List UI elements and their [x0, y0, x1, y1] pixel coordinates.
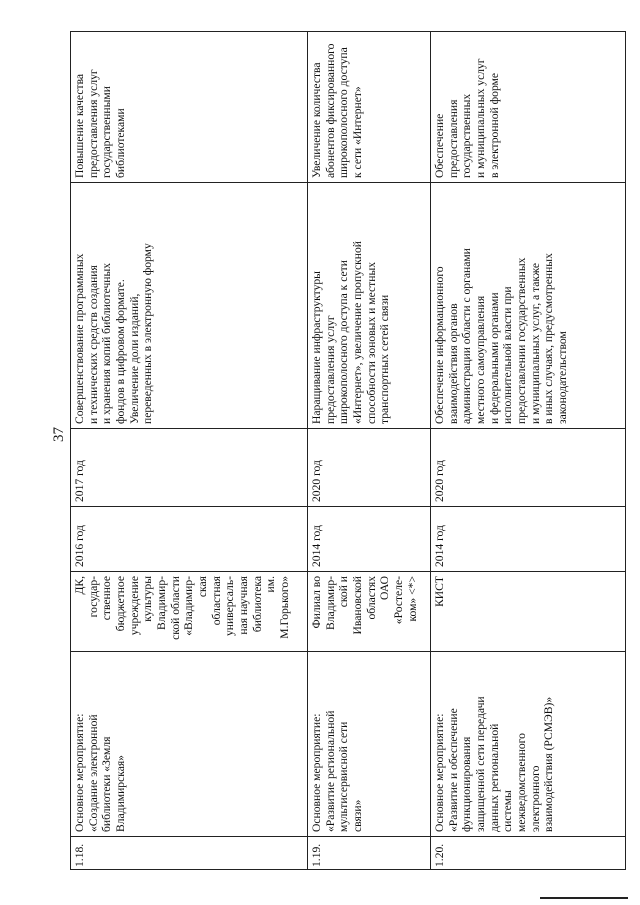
- row-number: 1.18.: [71, 837, 308, 870]
- end-year-cell: 2020 год: [308, 429, 431, 507]
- activity-cell: Основное мероприятие: «Создание электронной библиотеки «Земля Владимирская»: [71, 652, 308, 837]
- table-row: [431, 32, 626, 870]
- result-cell: Увеличение количества абонентов фиксированного широкополосного доступа к сети «Интернет»: [308, 32, 431, 183]
- content-cell: Обеспечение информационного взаимодействия органов администрации области с органами местного самоуправления и федеральными органами исполнительной власти при предоставлении государственных и муниципальных услуг, а также в иных случаях, предусмотренных законодательством: [431, 183, 626, 429]
- content-cell: Наращивание инфраструктуры предоставления услуг широкополосного доступа к сети «Интернет», увеличение пропускной способности зоновых и местных транспортных сетей связи: [308, 183, 431, 429]
- page-number: 37: [51, 427, 67, 442]
- measures-table: [70, 31, 626, 870]
- start-year-cell: 2014 год: [308, 507, 431, 572]
- result-cell: Повышение качества предоставления услуг государственными библиотеками: [71, 32, 308, 183]
- row-number: 1.19.: [308, 837, 431, 870]
- executor-cell: ДК, государ- ственное бюджетное учреждение культуры Владимир- ской области «Владимир- ская областная универсаль- ная научная библиотека им. М.Горького»: [71, 572, 308, 652]
- executor-cell: КИСТ: [431, 572, 626, 652]
- end-year-cell: 2020 год: [431, 429, 626, 507]
- activity-cell: Основное мероприятие: «Развитие региональной мультисервисной сети связи»: [308, 652, 431, 837]
- end-year-cell: 2017 год: [71, 429, 308, 507]
- table-row: [71, 32, 308, 870]
- rotated-table-container: [70, 32, 625, 870]
- executor-cell: Филиал во Владимир- ской и Ивановской областях ОАО «Ростеле- ком» <*>: [308, 572, 431, 652]
- start-year-cell: 2014 год: [431, 507, 626, 572]
- activity-cell: Основное мероприятие: «Развитие и обеспечение функционирования защищенной сети передачи данных региональной системы межведомственного электронного взаимодействия (РСМЭВ)»: [431, 652, 626, 837]
- content-cell: Совершенствование программных и технических средств создания и хранения копий библиотечных фондов в цифровом формате. Увеличение доли изданий, переведенных в электронную форму: [71, 183, 308, 429]
- footer-rule: [540, 897, 628, 899]
- result-cell: Обеспечение предоставления государственных и муниципальных услуг в электронной форме: [431, 32, 626, 183]
- table-row: [308, 32, 431, 870]
- start-year-cell: 2016 год: [71, 507, 308, 572]
- row-number: 1.20.: [431, 837, 626, 870]
